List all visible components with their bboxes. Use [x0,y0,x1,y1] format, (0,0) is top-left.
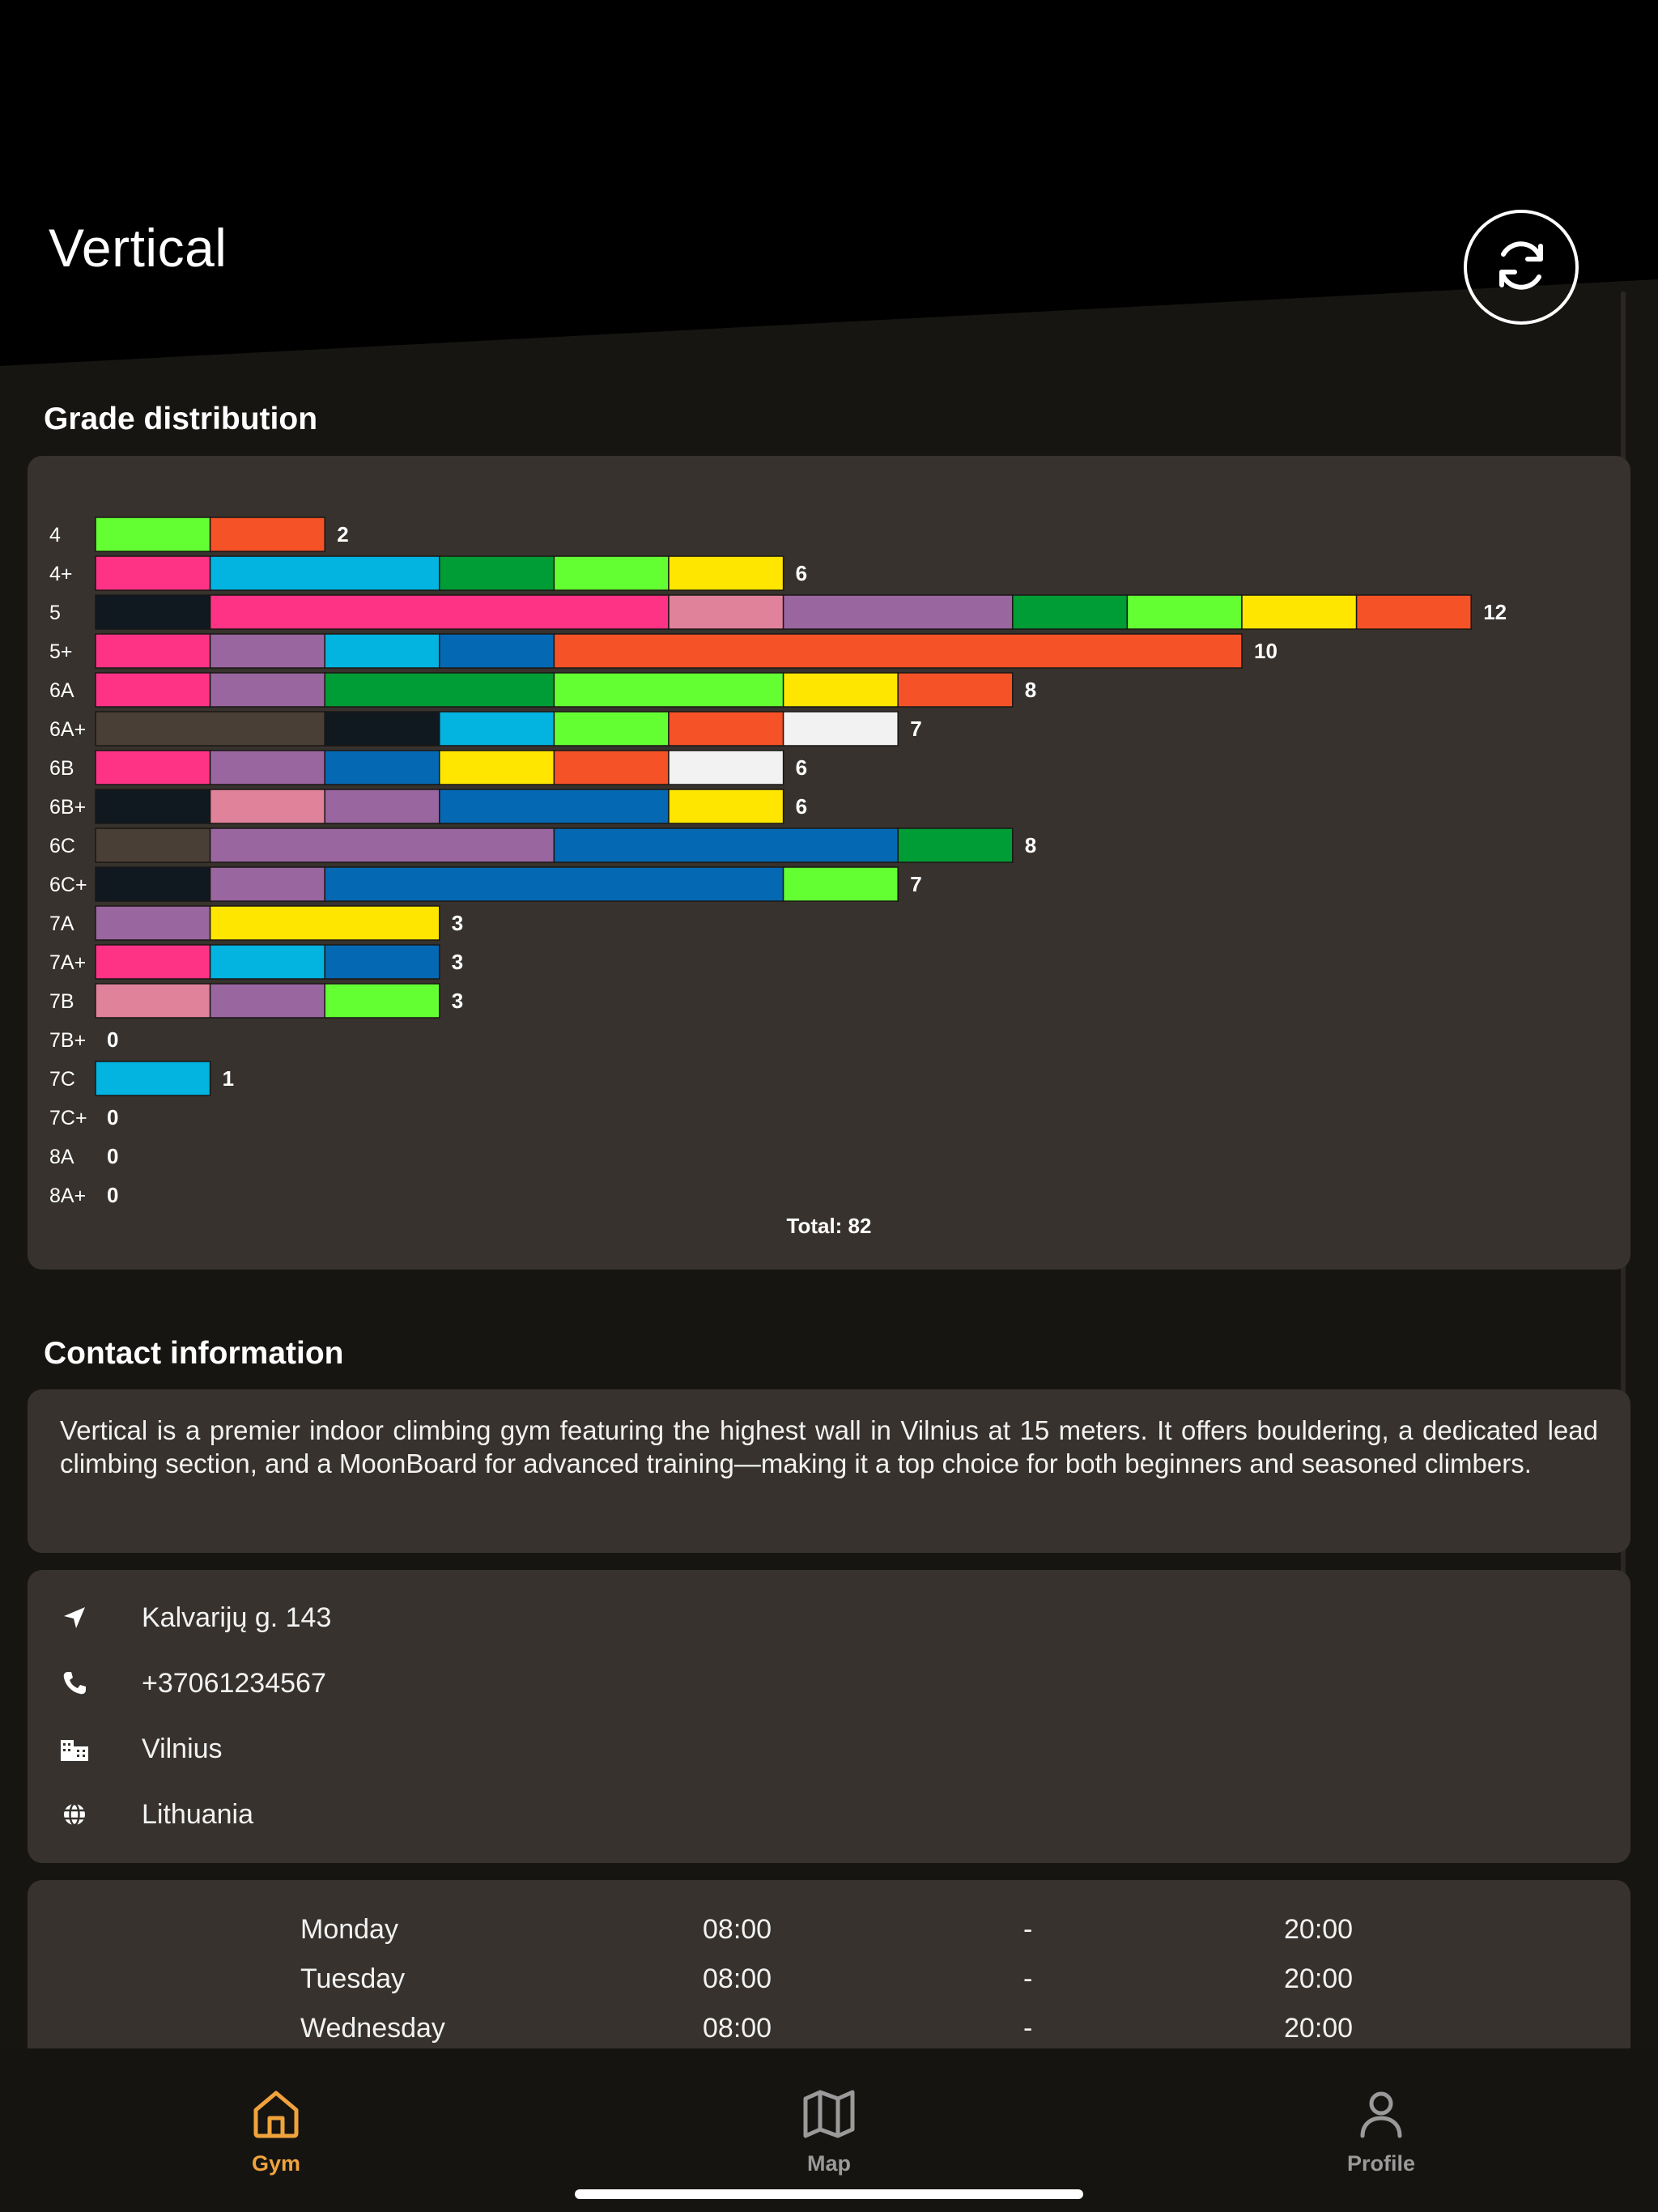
country-text: Lithuania [142,1798,254,1830]
hours-row-monday [28,1914,1630,1955]
grade-section-title: Grade distribution [44,402,318,436]
bar-segment [96,945,210,979]
bar-total-label: 3 [451,989,464,1013]
hours-row-tuesday [28,1963,1630,2004]
header-background [0,0,1658,372]
bar-segment [210,828,555,862]
bar-segment [440,789,669,823]
bar-segment [784,673,899,707]
grade-label: 7A [49,912,74,935]
bar-segment [554,556,669,590]
bar-total-label: 10 [1254,639,1278,663]
bar-segment [210,867,325,901]
hours-day: Tuesday [300,1963,406,1994]
bar-total-label: 12 [1483,600,1507,624]
home-indicator[interactable] [575,2189,1083,2199]
grade-label: 5 [49,602,61,624]
grade-label: 6B+ [49,796,87,819]
nav-item-gym[interactable] [195,2089,357,2176]
grade-label: 4 [49,524,61,547]
grade-label: 7C [49,1068,75,1091]
bar-total-label: 0 [107,1105,119,1129]
hours-day: Wednesday [300,2013,445,2044]
bar-segment [210,595,669,629]
bar-segment [96,867,210,901]
hours-separator: - [1023,1963,1033,1994]
bar-segment [96,1061,210,1095]
hours-open: 08:00 [703,1963,772,1994]
grade-label: 6C [49,835,75,857]
grade-label: 5+ [49,640,73,663]
bar-segment [325,945,440,979]
bar-segment [210,673,325,707]
grade-label: 8A [49,1146,74,1168]
bar-segment [784,595,1013,629]
bar-segment [784,712,899,746]
bottom-navigation [0,2048,1658,2212]
bar-segment [96,789,210,823]
bar-segment [96,556,210,590]
bar-segment [210,945,325,979]
bar-segment [210,789,325,823]
bar-segment [325,789,440,823]
bar-total-label: 3 [451,911,464,935]
bar-segment [784,867,899,901]
hours-open: 08:00 [703,2013,772,2044]
grade-label: 7C+ [49,1107,87,1129]
bar-segment [554,634,1242,668]
bar-total-label: 3 [451,950,464,974]
bar-segment [1242,595,1357,629]
bar-segment [96,712,325,746]
city-icon [58,1733,91,1765]
bar-segment [440,634,555,668]
bar-segment [96,673,210,707]
city-text: Vilnius [142,1733,223,1764]
address-text: Kalvarijų g. 143 [142,1602,332,1633]
bar-segment [325,984,440,1018]
grade-chart-card [28,456,1630,1270]
nav-item-map[interactable] [748,2089,910,2176]
bar-segment [554,828,898,862]
description-card [28,1389,1630,1553]
chart-total-label: Total: 82 [786,1214,872,1238]
nav-label-map: Map [807,2151,851,2176]
bar-total-label: 6 [795,561,808,585]
bar-total-label: 1 [222,1066,235,1091]
bar-segment [554,673,783,707]
bar-total-label: 6 [795,794,808,819]
bar-segment [210,556,440,590]
grade-label: 6B [49,757,74,780]
bar-total-label: 0 [107,1144,119,1168]
grade-label: 6A+ [49,718,87,741]
bar-segment [669,789,784,823]
grade-label: 7B [49,990,74,1013]
hours-close: 20:00 [1284,1963,1354,1994]
bar-total-label: 0 [107,1027,119,1052]
nav-label-gym: Gym [251,2151,301,2176]
bar-segment [96,906,210,940]
bar-segment [1357,595,1472,629]
bar-segment [325,712,440,746]
grade-chart [28,456,1630,1270]
bar-total-label: 2 [337,522,349,547]
grade-label: 4+ [49,563,73,585]
hours-row-wednesday [28,2013,1630,2053]
hours-open: 08:00 [703,1914,772,1945]
map-icon [802,2089,856,2143]
bar-segment [210,984,325,1018]
bar-segment [1013,595,1128,629]
bar-segment [440,556,555,590]
phone-text: +37061234567 [142,1667,326,1699]
bar-segment [210,517,325,551]
bar-segment [96,751,210,785]
gym-description: Vertical is a premier indoor climbing gym featuring the highest wall in Vilnius at 15 meters. It offers bouldering, a dedicated lead climbing section, and a MoonBoard for advanced training—making it a top choice for both beginners and seasoned climbers. [60,1415,1598,1478]
contact-section-title: Contact information [44,1336,344,1371]
bar-total-label: 0 [107,1183,119,1207]
bar-segment [96,595,210,629]
contact-card [28,1570,1630,1863]
hours-day: Monday [300,1914,398,1945]
grade-label: 7A+ [49,951,87,974]
grade-label: 7B+ [49,1029,87,1052]
bar-segment [440,751,555,785]
bar-segment [325,751,440,785]
refresh-icon [1490,235,1552,300]
bar-segment [669,712,784,746]
location-arrow-icon [58,1602,91,1634]
grade-label: 6A [49,679,74,702]
nav-label-profile: Profile [1346,2151,1416,2176]
bar-segment [96,828,210,862]
bar-total-label: 8 [1024,833,1037,857]
bar-segment [210,906,440,940]
bar-segment [96,984,210,1018]
bar-segment [440,712,555,746]
globe-icon [58,1798,91,1831]
grade-label: 8A+ [49,1185,87,1207]
hours-separator: - [1023,2013,1033,2044]
bar-segment [325,634,440,668]
nav-item-profile[interactable] [1300,2089,1462,2176]
hours-close: 20:00 [1284,1914,1354,1945]
grade-label: 6C+ [49,874,87,896]
hours-separator: - [1023,1914,1033,1945]
bar-segment [898,828,1013,862]
phone-icon [58,1667,91,1699]
bar-segment [325,673,554,707]
bar-segment [669,595,784,629]
bar-segment [898,673,1013,707]
bar-total-label: 8 [1024,678,1037,702]
page-title: Vertical [49,218,227,278]
bar-segment [554,712,669,746]
home-icon [251,2089,301,2143]
bar-segment [669,751,784,785]
person-icon [1356,2089,1406,2143]
hours-close: 20:00 [1284,2013,1354,2044]
bar-total-label: 7 [910,717,922,741]
bar-segment [210,634,325,668]
bar-segment [210,751,325,785]
bar-segment [325,867,783,901]
bar-total-label: 7 [910,872,922,896]
bar-segment [1127,595,1242,629]
bar-total-label: 6 [795,755,808,780]
refresh-button[interactable] [1464,210,1579,325]
bar-segment [554,751,669,785]
bar-segment [96,517,210,551]
bar-segment [669,556,784,590]
bar-segment [96,634,210,668]
